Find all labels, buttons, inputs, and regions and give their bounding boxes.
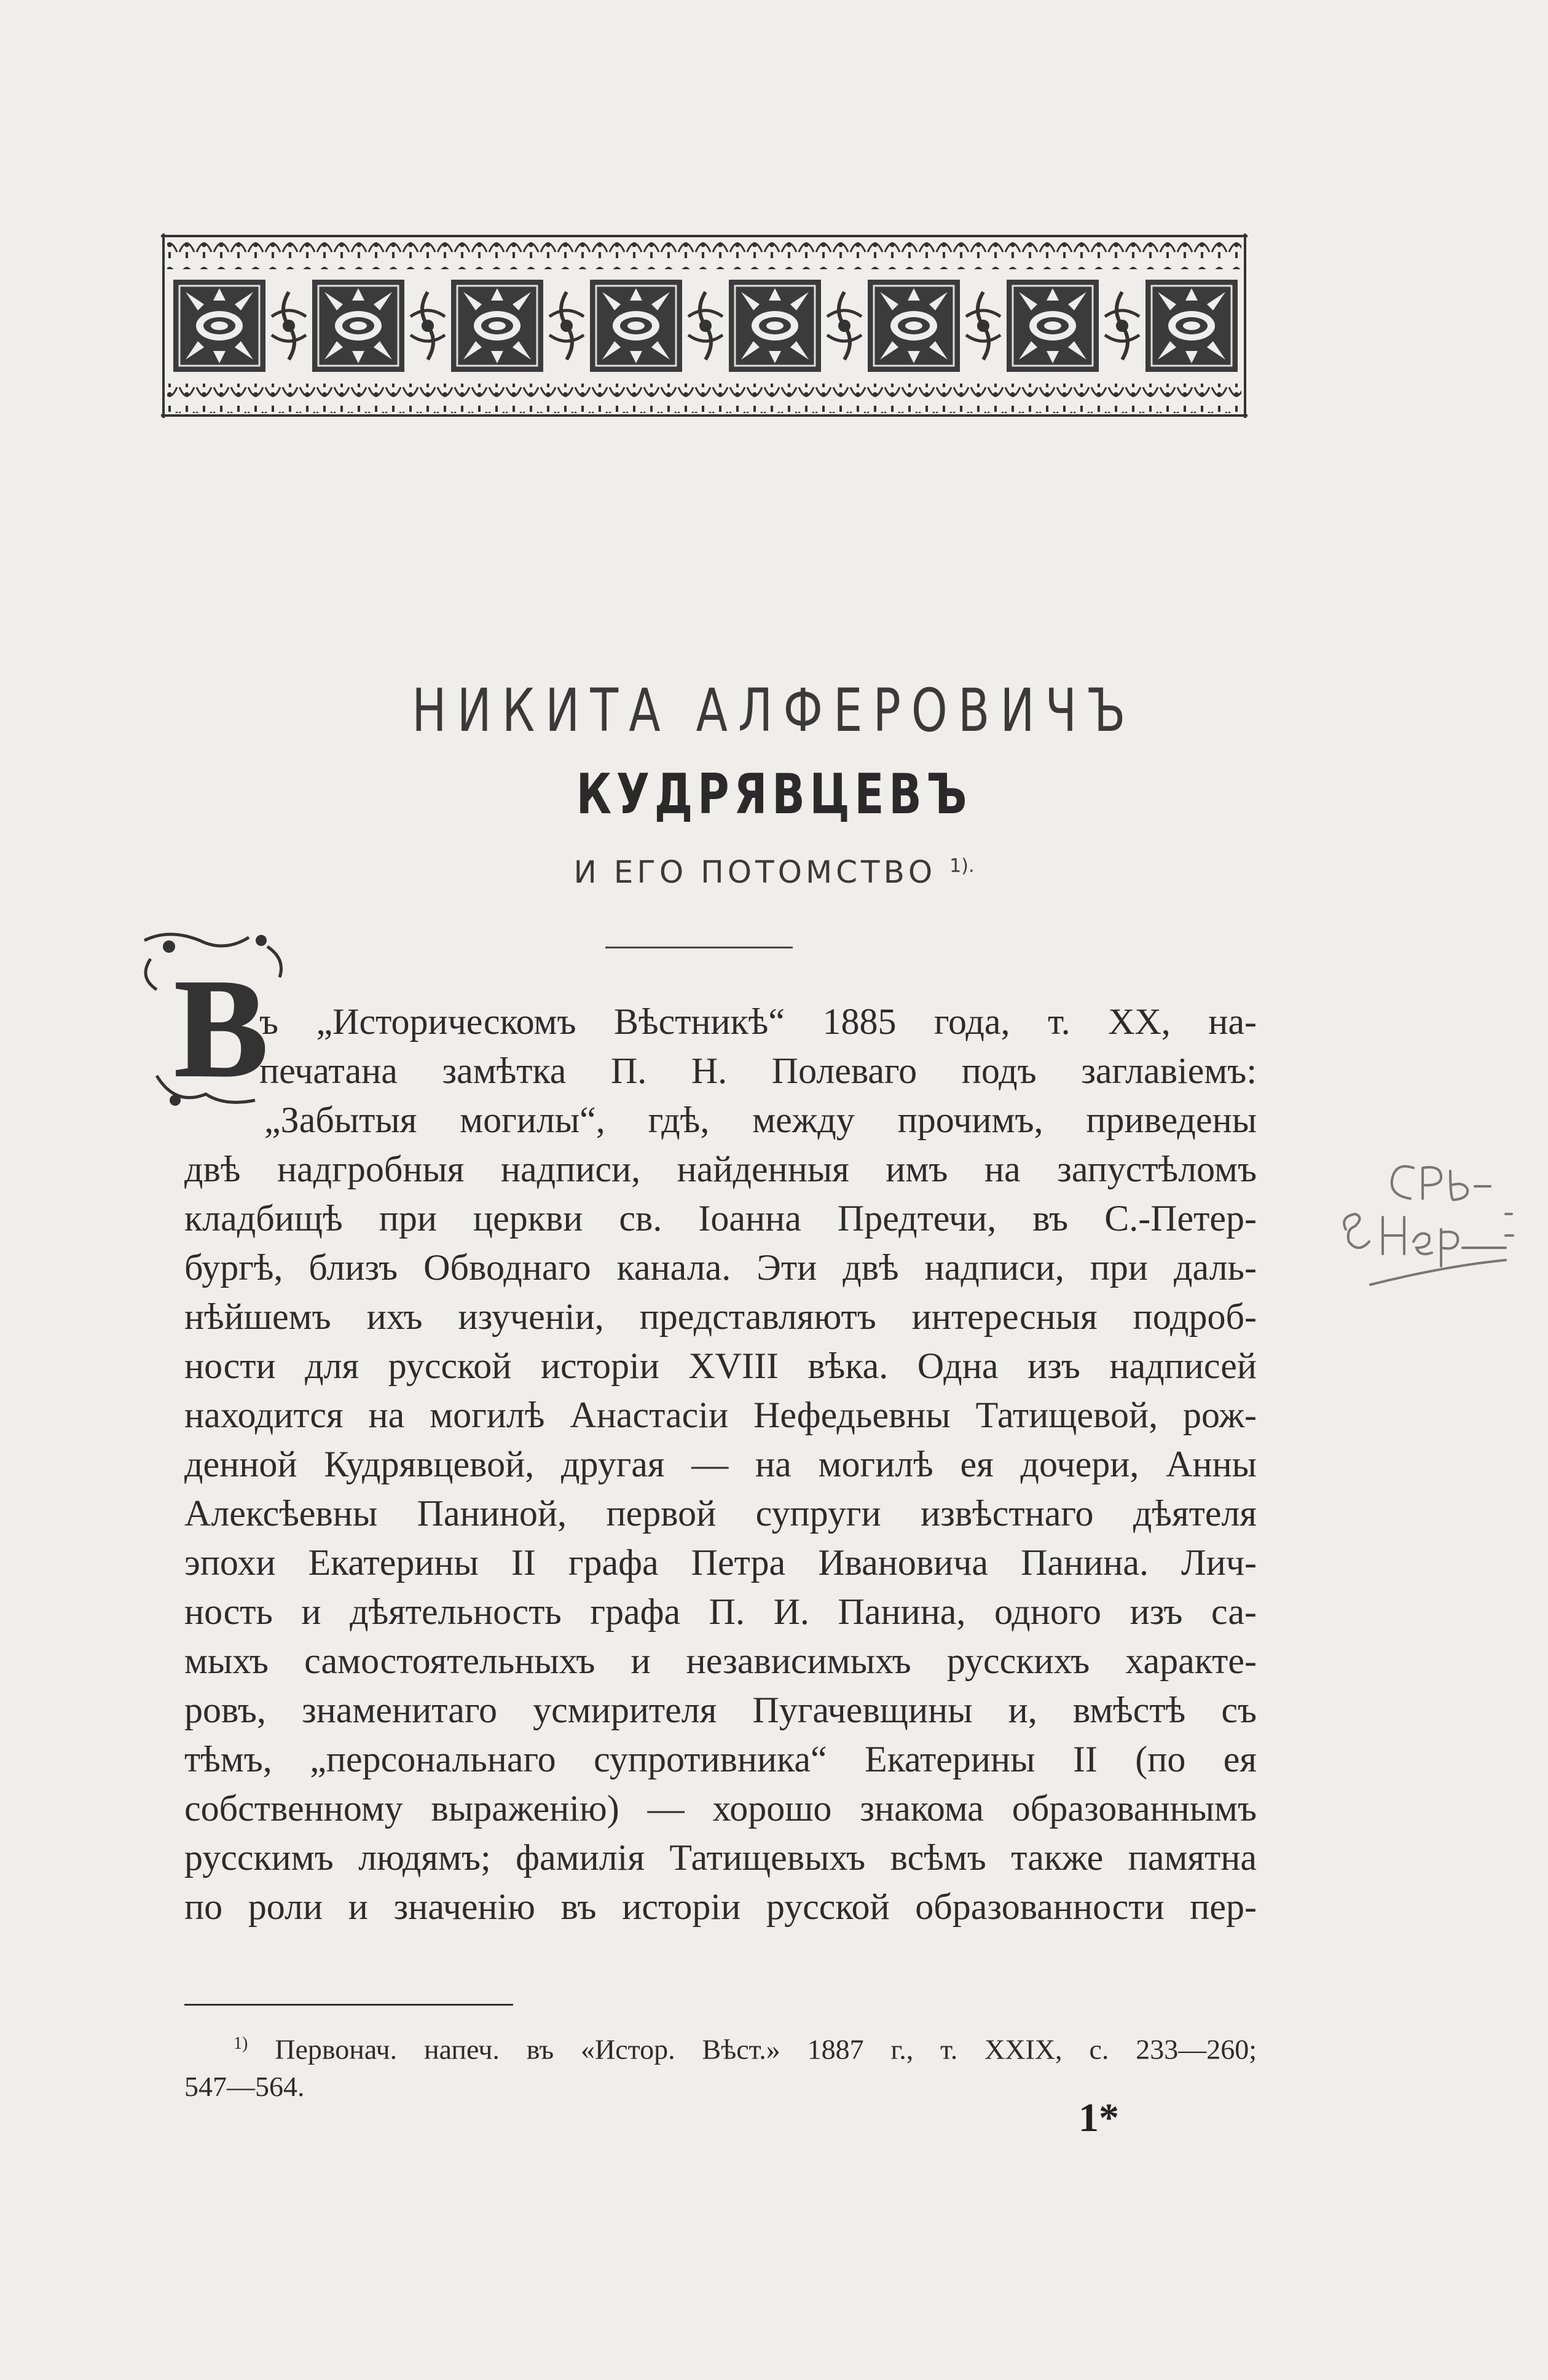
text-line: бургѣ, близъ Обводнаго канала. Эти двѣ надписи, при даль- — [184, 1247, 1257, 1288]
handwritten-margin-note — [1321, 1156, 1524, 1315]
title-line-1: НИКИТА АЛФЕРОВИЧЪ — [412, 676, 1136, 745]
subtitle — [0, 854, 1548, 890]
svg-text:В: В — [174, 950, 269, 1106]
text-line: ъ „Историческомъ Вѣстникѣ“ 1885 года, т. XX, на- — [259, 1001, 1257, 1042]
footnote-line-2: 547—564. — [184, 2071, 305, 2102]
text-line: собственному выраженію) — хорошо знакома образованнымъ — [184, 1788, 1257, 1829]
ornamental-headpiece — [161, 234, 1247, 418]
text-line: по роли и значенію въ исторіи русской образованности пер- — [184, 1886, 1257, 1927]
text-line: денной Кудрявцевой, другая — на могилѣ ея дочери, Анны — [184, 1444, 1257, 1484]
text-line: печатана замѣтка П. Н. Полеваго подъ заглавіемъ: — [259, 1050, 1257, 1091]
text-line: ровъ, знаменитаго усмирителя Пугачевщины и, вмѣстѣ съ — [184, 1690, 1257, 1730]
text-line: русскимъ людямъ; фамилія Татищевыхъ всѣмъ также памятна — [184, 1837, 1257, 1878]
title-divider — [605, 947, 793, 948]
text-line: „Забытыя могилы“, гдѣ, между прочимъ, приведены — [264, 1100, 1257, 1140]
text-line: находится на могилѣ Анастасіи Нефедьевны Татищевой, рож- — [184, 1395, 1257, 1435]
text-line: тѣмъ, „персональнаго супротивника“ Екатерины II (по ея — [184, 1739, 1257, 1779]
title-line-2: КУДРЯВЦЕВЪ — [576, 762, 972, 827]
signature-mark: 1* — [1078, 2095, 1119, 2140]
text-line: эпохи Екатерины II графа Петра Ивановича Панина. Лич- — [184, 1542, 1257, 1583]
text-line: ности для русской исторіи XVIII вѣка. Одна изъ надписей — [184, 1346, 1257, 1386]
text-line: двѣ надгробныя надписи, найденныя имъ на запустѣломъ — [184, 1149, 1257, 1189]
text-line: кладбищѣ при церкви св. Іоанна Предтечи, въ С.-Петер- — [184, 1198, 1257, 1239]
footnote-marker: 1) — [234, 2034, 248, 2053]
text-line: Алексѣевны Паниной, первой супруги извѣстнаго дѣятеля — [184, 1493, 1257, 1534]
text-line: мыхъ самостоятельныхъ и независимыхъ русскихъ характе- — [184, 1641, 1257, 1681]
text-line: ность и дѣятельность графа П. И. Панина, одного изъ са- — [184, 1591, 1257, 1632]
footnote-line-1 — [234, 2022, 1257, 2071]
footnote-text: Первонач. напеч. въ «Истор. Вѣст.» 1887 г., т. XXIX, с. 233—260; — [275, 2033, 1257, 2065]
footnote-divider — [184, 2004, 513, 2006]
text-line: нѣйшемъ ихъ изученіи, представляютъ интересныя подроб- — [184, 1296, 1257, 1337]
subtitle-footnote-ref: 1). — [949, 855, 975, 877]
subtitle-text: И ЕГО ПОТОМСТВО — [573, 854, 937, 890]
